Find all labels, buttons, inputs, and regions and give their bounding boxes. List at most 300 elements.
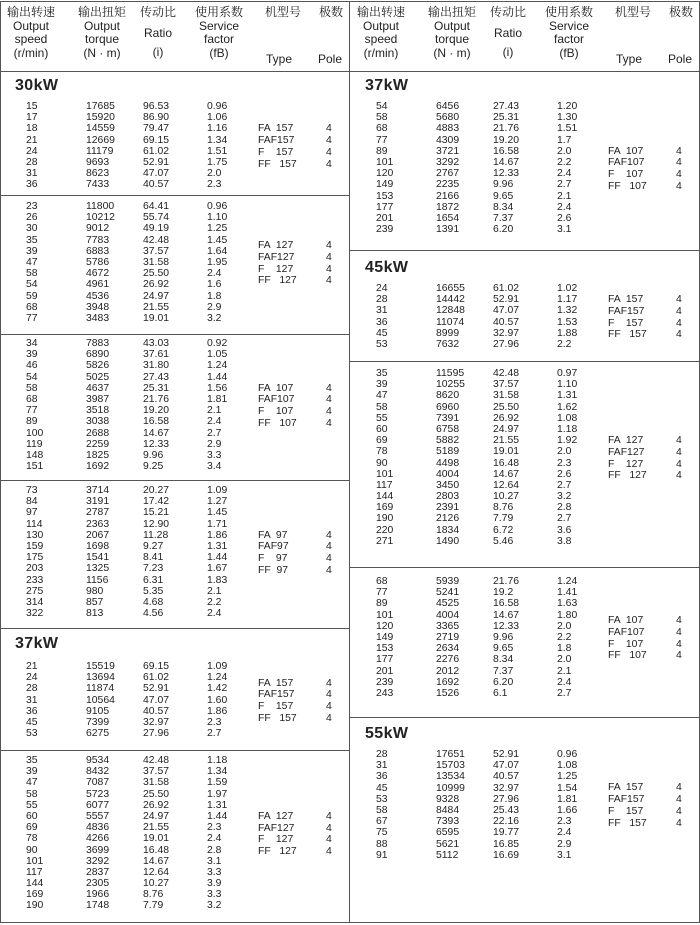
service-factor-cell: 1.51	[207, 145, 228, 157]
table-row	[350, 202, 700, 213]
type-row	[0, 530, 350, 542]
service-factor-cell: 1.62	[557, 401, 578, 413]
type-cell: F 157	[258, 701, 294, 713]
speed-cell: 101	[376, 609, 394, 621]
service-factor-cell: 2.0	[207, 168, 222, 180]
speed-cell: 75	[376, 827, 388, 839]
ratio-cell: 32.97	[493, 327, 520, 339]
speed-cell: 144	[26, 878, 44, 890]
service-factor-cell: 1.86	[207, 529, 228, 541]
speed-cell: 21	[26, 134, 38, 146]
speed-cell: 31	[376, 305, 388, 317]
speed-cell: 47	[26, 777, 38, 789]
torque-cell: 7393	[436, 816, 460, 828]
ratio-cell: 27.96	[493, 338, 520, 350]
ratio-cell: 14.67	[143, 855, 170, 867]
type-cell: F 107	[608, 638, 644, 650]
speed-cell: 53	[26, 728, 38, 740]
service-factor-cell: 1.24	[557, 576, 578, 587]
type-row	[0, 135, 350, 147]
type-cell: FF 157	[608, 329, 647, 341]
service-factor-cell: 1.02	[557, 283, 578, 294]
speed-cell: 15	[26, 101, 38, 112]
type-cell: FA 97	[258, 529, 288, 541]
torque-cell: 17685	[86, 101, 115, 112]
table-row	[0, 338, 350, 349]
table-row	[0, 349, 350, 360]
header-ratio-en: Ratio	[143, 25, 172, 40]
service-factor-cell: 2.7	[207, 728, 222, 740]
pole-cell: 4	[676, 446, 682, 458]
torque-cell: 1825	[86, 449, 110, 461]
type-cell: FAF157	[608, 305, 645, 317]
speed-cell: 28	[26, 156, 38, 168]
service-factor-cell: 1.31	[207, 799, 228, 811]
service-factor-cell: 1.34	[207, 134, 228, 146]
torque-cell: 5882	[436, 435, 460, 447]
service-factor-cell: 1.10	[207, 212, 228, 224]
speed-cell: 68	[26, 301, 38, 313]
service-factor-cell: 2.1	[207, 405, 222, 417]
type-cell: FF 127	[258, 846, 297, 858]
pole-cell: 4	[676, 458, 682, 470]
pole-cell: 4	[326, 541, 332, 553]
ratio-cell: 16.85	[493, 838, 520, 850]
speed-cell: 201	[376, 212, 394, 224]
table-row	[350, 771, 700, 782]
speed-cell: 239	[376, 676, 394, 688]
speed-cell: 58	[376, 804, 388, 816]
ratio-cell: 21.76	[143, 393, 170, 405]
ratio-cell: 64.41	[143, 201, 170, 212]
ratio-cell: 37.61	[143, 349, 170, 361]
type-row	[0, 565, 350, 577]
torque-cell: 10255	[436, 379, 465, 391]
pole-cell: 4	[676, 169, 682, 181]
torque-cell: 14442	[436, 294, 465, 306]
ratio-cell: 37.57	[143, 766, 170, 778]
header-speed	[352, 6, 410, 60]
service-factor-cell: 1.56	[207, 382, 228, 394]
service-factor-cell: 1.54	[557, 782, 578, 794]
service-factor-cell: 2.3	[207, 822, 222, 834]
service-factor-cell: 2.4	[557, 676, 572, 688]
type-row	[0, 418, 350, 430]
service-factor-cell: 1.44	[207, 810, 228, 822]
torque-cell: 1325	[86, 563, 110, 575]
torque-cell: 6883	[86, 245, 110, 257]
header-service-factor	[538, 6, 600, 60]
ratio-cell: 6.20	[493, 224, 514, 236]
ratio-cell: 16.58	[493, 598, 520, 610]
table-row	[0, 291, 350, 302]
speed-cell: 45	[26, 716, 38, 728]
speed-cell: 58	[26, 268, 38, 280]
speed-cell: 120	[376, 620, 394, 632]
table-row	[350, 677, 700, 688]
service-factor-cell: 1.45	[207, 507, 228, 519]
speed-cell: 314	[26, 596, 44, 608]
speed-cell: 243	[376, 687, 394, 699]
group-divider	[350, 361, 700, 362]
speed-cell: 35	[26, 755, 38, 766]
ratio-cell: 79.47	[143, 123, 170, 135]
header-speed-en2: speed	[14, 32, 48, 47]
speed-cell: 36	[26, 179, 38, 191]
type-row	[0, 383, 350, 395]
type-cell: F 157	[608, 317, 644, 329]
service-factor-cell: 2.8	[557, 502, 572, 514]
type-cell: FAF157	[258, 134, 295, 146]
speed-cell: 190	[376, 513, 394, 525]
speed-cell: 35	[26, 234, 38, 246]
type-row	[0, 701, 350, 713]
service-factor-cell: 1.18	[557, 423, 578, 435]
pole-cell: 4	[326, 846, 332, 858]
torque-cell: 4637	[86, 382, 110, 394]
speed-cell: 31	[376, 760, 388, 772]
type-cell: F 157	[608, 805, 644, 817]
pole-cell: 4	[326, 712, 332, 724]
service-factor-cell: 1.09	[207, 485, 228, 496]
speed-cell: 78	[376, 446, 388, 458]
type-cell: FA 157	[608, 294, 644, 305]
service-factor-cell: 2.0	[557, 620, 572, 632]
pole-cell: 4	[326, 834, 332, 846]
ratio-cell: 9.65	[493, 643, 514, 655]
pole-cell: 4	[676, 615, 682, 626]
group-divider	[0, 195, 350, 196]
ratio-cell: 21.76	[493, 123, 520, 135]
service-factor-cell: 3.2	[207, 900, 222, 912]
ratio-cell: 20.27	[143, 485, 170, 496]
type-cell: FF 107	[608, 180, 647, 192]
torque-cell: 2767	[436, 168, 460, 180]
service-factor-cell: 2.6	[557, 468, 572, 480]
torque-cell: 1748	[86, 900, 110, 912]
torque-cell: 5826	[86, 360, 110, 372]
pole-cell: 4	[676, 157, 682, 169]
speed-cell: 36	[376, 771, 388, 783]
ratio-cell: 14.67	[493, 468, 520, 480]
torque-cell: 7087	[86, 777, 110, 789]
speed-cell: 100	[26, 427, 44, 439]
speed-cell: 101	[26, 855, 44, 867]
table-row	[350, 513, 700, 524]
header-pole-zh: 极数	[668, 5, 693, 19]
ratio-cell: 9.96	[143, 449, 164, 461]
speed-cell: 24	[26, 145, 38, 157]
speed-cell: 120	[376, 168, 394, 180]
table-row	[350, 666, 700, 677]
service-factor-cell: 0.97	[557, 368, 578, 379]
pole-cell: 4	[676, 435, 682, 446]
table-row	[0, 789, 350, 800]
ratio-cell: 86.90	[143, 112, 170, 124]
torque-cell: 3365	[436, 620, 460, 632]
torque-cell: 11874	[86, 683, 115, 695]
torque-cell: 16655	[436, 283, 465, 294]
speed-cell: 201	[376, 665, 394, 677]
service-factor-cell: 3.1	[207, 855, 222, 867]
table-row	[0, 201, 350, 212]
speed-cell: 36	[26, 705, 38, 717]
type-row	[350, 627, 700, 639]
header-speed-en1: Output	[362, 18, 400, 33]
ratio-cell: 12.90	[143, 518, 170, 530]
table-row	[0, 755, 350, 766]
speed-cell: 144	[376, 491, 394, 503]
speed-cell: 90	[376, 457, 388, 469]
torque-cell: 3292	[436, 156, 460, 168]
ratio-cell: 43.03	[143, 338, 170, 349]
table-row	[350, 491, 700, 502]
pole-cell: 4	[326, 822, 332, 834]
pole-cell: 4	[326, 251, 332, 263]
torque-cell: 7399	[86, 716, 110, 728]
ratio-cell: 19.01	[493, 446, 520, 458]
service-factor-cell: 3.3	[207, 866, 222, 878]
table-row	[0, 900, 350, 911]
torque-cell: 9105	[86, 705, 110, 717]
header-speed-zh: 输出转速	[6, 5, 55, 19]
service-factor-cell: 2.6	[557, 212, 572, 224]
type-cell: FF 157	[608, 817, 647, 829]
torque-cell: 5621	[436, 838, 460, 850]
service-factor-cell: 2.2	[207, 596, 222, 608]
type-row	[0, 394, 350, 406]
torque-cell: 1698	[86, 540, 110, 552]
speed-cell: 39	[26, 766, 38, 778]
type-row	[350, 181, 700, 193]
pole-cell: 4	[326, 677, 332, 689]
header-speed-en2: speed	[364, 32, 398, 47]
ratio-cell: 7.23	[143, 563, 164, 575]
pole-cell: 4	[676, 626, 682, 638]
speed-cell: 149	[376, 179, 394, 191]
ratio-cell: 55.74	[143, 212, 170, 224]
service-factor-cell: 1.63	[557, 598, 578, 610]
service-factor-cell: 1.31	[557, 390, 578, 402]
header-service-factor	[188, 6, 250, 60]
header-ratio	[480, 6, 536, 60]
ratio-cell: 32.97	[493, 782, 520, 794]
ratio-cell: 52.91	[493, 749, 520, 760]
type-cell: FA 157	[608, 782, 644, 794]
header-ratio-en: Ratio	[493, 25, 522, 40]
table-row	[350, 424, 700, 435]
table-row	[0, 777, 350, 788]
type-cell: FA 107	[608, 145, 644, 157]
table-row	[350, 839, 700, 850]
pole-cell: 4	[326, 553, 332, 565]
type-cell: FF 107	[258, 417, 297, 429]
ratio-cell: 42.48	[143, 755, 170, 766]
ratio-cell: 19.20	[143, 405, 170, 417]
service-factor-cell: 1.08	[557, 760, 578, 772]
ratio-cell: 12.33	[493, 168, 520, 180]
torque-cell: 2787	[86, 507, 110, 519]
pole-cell: 4	[326, 146, 332, 158]
type-row	[0, 156, 350, 171]
torque-cell: 6890	[86, 349, 110, 361]
header-sf-en1: Service	[548, 18, 589, 33]
table-row	[0, 485, 350, 496]
type-row	[0, 713, 350, 725]
group-divider	[0, 334, 350, 335]
speed-cell: 67	[376, 816, 388, 828]
speed-cell: 233	[26, 574, 44, 586]
speed-cell: 89	[376, 145, 388, 157]
table-row	[350, 587, 700, 598]
speed-cell: 58	[376, 401, 388, 413]
type-cell: FAF127	[258, 251, 295, 263]
table-row	[0, 800, 350, 811]
speed-cell: 45	[376, 327, 388, 339]
speed-cell: 53	[376, 338, 388, 350]
type-cell: F 107	[258, 406, 294, 418]
header-sf-en2: factor	[553, 32, 584, 47]
ratio-cell: 40.57	[143, 179, 170, 191]
service-factor-cell: 1.80	[557, 609, 578, 621]
type-row	[0, 123, 350, 135]
torque-cell: 5723	[86, 788, 110, 800]
type-cell: FA 127	[608, 435, 644, 446]
header-sf-zh: 使用系数	[194, 5, 243, 19]
torque-cell: 5786	[86, 256, 110, 268]
type-cell: FAF107	[608, 157, 645, 169]
header-ratio-zh: 传动比	[489, 5, 526, 19]
torque-cell: 6456	[436, 101, 460, 112]
service-factor-cell: 2.0	[557, 145, 572, 157]
speed-cell: 77	[376, 587, 388, 599]
speed-cell: 69	[26, 822, 38, 834]
torque-cell: 13694	[86, 672, 115, 684]
type-row	[0, 811, 350, 823]
type-row	[350, 329, 700, 341]
service-factor-cell: 1.17	[557, 294, 578, 306]
table-row	[350, 112, 700, 123]
torque-cell: 2126	[436, 513, 460, 525]
torque-cell: 2012	[436, 665, 460, 677]
ratio-cell: 31.58	[143, 777, 170, 789]
service-factor-cell: 1.06	[207, 112, 228, 124]
header-torque-en2: torque	[434, 32, 470, 47]
ratio-cell: 14.67	[493, 156, 520, 168]
top-border	[0, 1, 700, 2]
torque-cell: 9012	[86, 223, 110, 235]
type-list	[0, 240, 350, 287]
torque-cell: 14559	[86, 123, 115, 135]
speed-cell: 58	[376, 112, 388, 124]
type-row	[350, 157, 700, 169]
speed-cell: 88	[376, 838, 388, 850]
speed-cell: 169	[26, 889, 44, 901]
speed-cell: 84	[26, 496, 38, 508]
torque-cell: 6595	[436, 827, 460, 839]
header-divider	[0, 71, 700, 72]
pole-cell: 4	[676, 329, 682, 341]
torque-cell: 2276	[436, 654, 460, 666]
table-row	[350, 390, 700, 401]
speed-cell: 90	[26, 844, 38, 856]
header-sf-zh: 使用系数	[544, 5, 593, 19]
ratio-cell: 69.15	[143, 661, 170, 672]
service-factor-cell: 3.6	[557, 524, 572, 536]
header-speed-en1: Output	[12, 18, 50, 33]
pole-cell: 4	[326, 240, 332, 251]
speed-cell: 21	[26, 661, 38, 672]
table-row	[350, 749, 700, 760]
service-factor-cell: 2.3	[557, 816, 572, 828]
speed-cell: 35	[376, 368, 388, 379]
type-cell: FF 157	[258, 712, 297, 724]
torque-cell: 5025	[86, 371, 110, 383]
ratio-cell: 25.50	[143, 788, 170, 800]
ratio-cell: 6.20	[493, 676, 514, 688]
service-factor-cell: 2.7	[207, 427, 222, 439]
service-factor-cell: 1.97	[207, 788, 228, 800]
torque-cell: 4004	[436, 609, 460, 621]
service-factor-cell: 2.4	[207, 833, 222, 845]
table-row	[0, 586, 350, 597]
type-row	[0, 147, 350, 159]
type-row	[0, 834, 350, 846]
service-factor-cell: 1.86	[207, 705, 228, 717]
speed-cell: 77	[26, 405, 38, 417]
torque-cell: 4498	[436, 457, 460, 469]
table-row	[0, 302, 350, 313]
torque-cell: 7433	[86, 179, 110, 191]
torque-cell: 4525	[436, 598, 460, 610]
speed-cell: 28	[376, 294, 388, 306]
type-cell: FF 97	[258, 564, 289, 576]
torque-cell: 3292	[86, 855, 110, 867]
table-row	[0, 439, 350, 450]
torque-cell: 1490	[436, 535, 460, 547]
header-torque	[68, 6, 136, 60]
service-factor-cell: 1.24	[207, 672, 228, 684]
section-divider	[350, 250, 700, 251]
ratio-cell: 24.97	[143, 810, 170, 822]
speed-cell: 77	[26, 312, 38, 324]
speed-cell: 97	[26, 507, 38, 519]
torque-cell: 15519	[86, 661, 115, 672]
speed-cell: 39	[376, 379, 388, 391]
speed-cell: 58	[26, 788, 38, 800]
service-factor-cell: 0.92	[207, 338, 228, 349]
service-factor-cell: 2.4	[207, 268, 222, 280]
type-list	[0, 383, 350, 430]
header-ratio-zh: 传动比	[139, 5, 176, 19]
speed-cell: 45	[376, 782, 388, 794]
service-factor-cell: 1.41	[557, 587, 578, 599]
torque-cell: 13534	[436, 771, 465, 783]
service-factor-cell: 1.83	[207, 574, 228, 586]
table-row	[350, 688, 700, 699]
pole-cell: 4	[676, 794, 682, 806]
type-row	[0, 406, 350, 418]
torque-cell: 7632	[436, 338, 460, 350]
type-row	[350, 470, 700, 482]
header-sf-en2: factor	[203, 32, 234, 47]
torque-cell: 7391	[436, 412, 460, 424]
speed-cell: 73	[26, 485, 38, 496]
type-row	[350, 459, 700, 471]
torque-cell: 1692	[86, 461, 110, 473]
type-row	[350, 806, 700, 818]
ratio-cell: 31.58	[143, 256, 170, 268]
